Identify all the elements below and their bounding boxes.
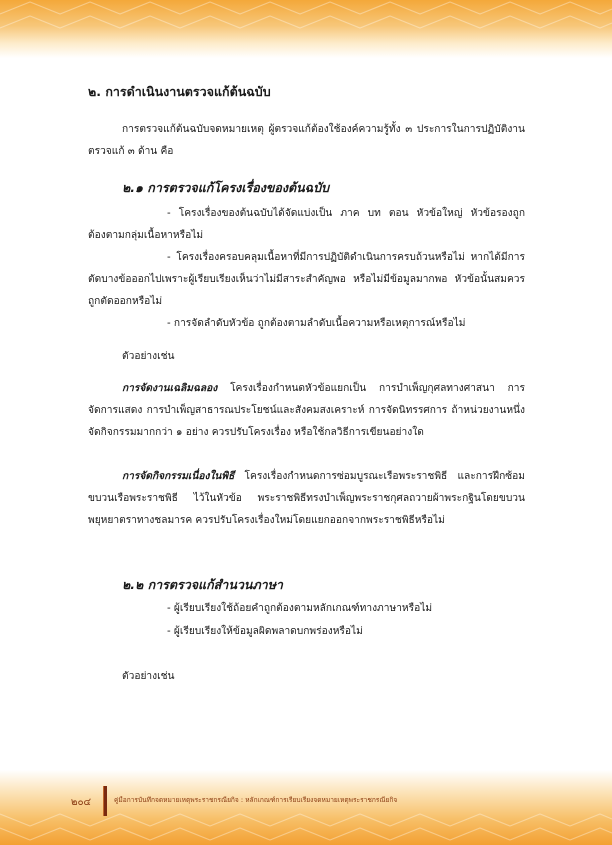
bullet-structure-3: - การจัดลำดับหัวข้อ ถูกต้องตามลำดับเนื้อความหรือเหตุการณ์หรือไม่ bbox=[167, 318, 466, 329]
subsection-heading-structure: ๒.๑ การตรวจแก้โครงเรื่องของต้นฉบับ bbox=[122, 180, 330, 195]
example-2-text: โครงเรื่องกำหนดการซ่อมบูรณะเรือพระราชพิธี และการฝึกซ้อมขบวนเรือพระราชพิธี ไว้ในหัวข้อ พระราชพิธีทรงบำเพ็ญพระราชกุศลถวายผ้าพระกฐินโดยขบวนพยุหยาตราทางชลมารค ควรปรับโครงเรื่องใหม่โดยแยกออกจากพระราชพิธีหรือไม่ bbox=[88, 471, 525, 526]
subsection-heading-language: ๒.๒ การตรวจแก้สำนวนภาษา bbox=[122, 577, 283, 592]
intro-paragraph: การตรวจแก้ต้นฉบับจดหมายเหตุ ผู้ตรวจแก้ต้องใช้องค์ความรู้ทั้ง ๓ ประการในการปฏิบัติงานตรวจแก้ ๓ ด้าน คือ bbox=[88, 124, 525, 157]
example-label-1: ตัวอย่างเช่น bbox=[122, 351, 175, 362]
section-heading: ๒. การดำเนินงานตรวจแก้ต้นฉบับ bbox=[88, 84, 271, 99]
example-paragraph-1 bbox=[88, 378, 525, 444]
example-2-lead: การจัดกิจกรรมเนื่องในพิธี bbox=[122, 471, 235, 482]
footer-title: คู่มือการบันทึกจดหมายเหตุพระราชกรณียกิจ : หลักเกณฑ์การเรียบเรียงจดหมายเหตุพระราชกรณียกิจ bbox=[114, 796, 398, 804]
bullet-structure-1: - โครงเรื่องของต้นฉบับได้จัดแบ่งเป็น ภาค บท ตอน หัวข้อใหญ่ หัวข้อรองถูกต้องตามกลุ่มเนื้อหาหรือไม่ bbox=[88, 208, 525, 241]
example-label-2: ตัวอย่างเช่น bbox=[122, 671, 175, 682]
page-number: ๒๐๔ bbox=[70, 796, 92, 808]
bullet-language-2: - ผู้เรียบเรียงให้ข้อมูลผิดพลาดบกพร่องหรือไม่ bbox=[167, 626, 363, 637]
example-paragraph-2 bbox=[88, 466, 525, 532]
example-1-lead: การจัดงานเฉลิมฉลอง bbox=[122, 383, 218, 394]
footer-divider bbox=[103, 786, 107, 816]
example-1-text: โครงเรื่องกำหนดหัวข้อแยกเป็น การบำเพ็ญกุศลทางศาสนา การจัดการแสดง การบำเพ็ญสาธารณประโยชน์และสังคมสงเคราะห์ การจัดนิทรรศการ ถ้าหน่วยงานหนึ่งจัดกิจกรรมมากกว่า ๑ อย่าง ควรปรับโครงเรื่อง หรือใช้กลวิธีการเขียนอย่างใด bbox=[88, 383, 525, 438]
header-decoration bbox=[0, 0, 612, 58]
bullet-structure-2: - โครงเรื่องครอบคลุมเนื้อหาที่มีการปฏิบัติดำเนินการครบถ้วนหรือไม่ หากได้มีการตัดบางข้อออกไปเพราะผู้เรียบเรียงเห็นว่าไม่มีสาระสำคัญพอ หรือไม่มีข้อมูลมากพอ หัวข้อนั้นสมควรถูกตัดออกหรือไม่ bbox=[88, 252, 525, 307]
header-wave-pattern bbox=[0, 0, 612, 58]
bullet-language-1: - ผู้เรียบเรียงใช้ถ้อยคำถูกต้องตามหลักเกณฑ์ทางภาษาหรือไม่ bbox=[167, 603, 433, 614]
